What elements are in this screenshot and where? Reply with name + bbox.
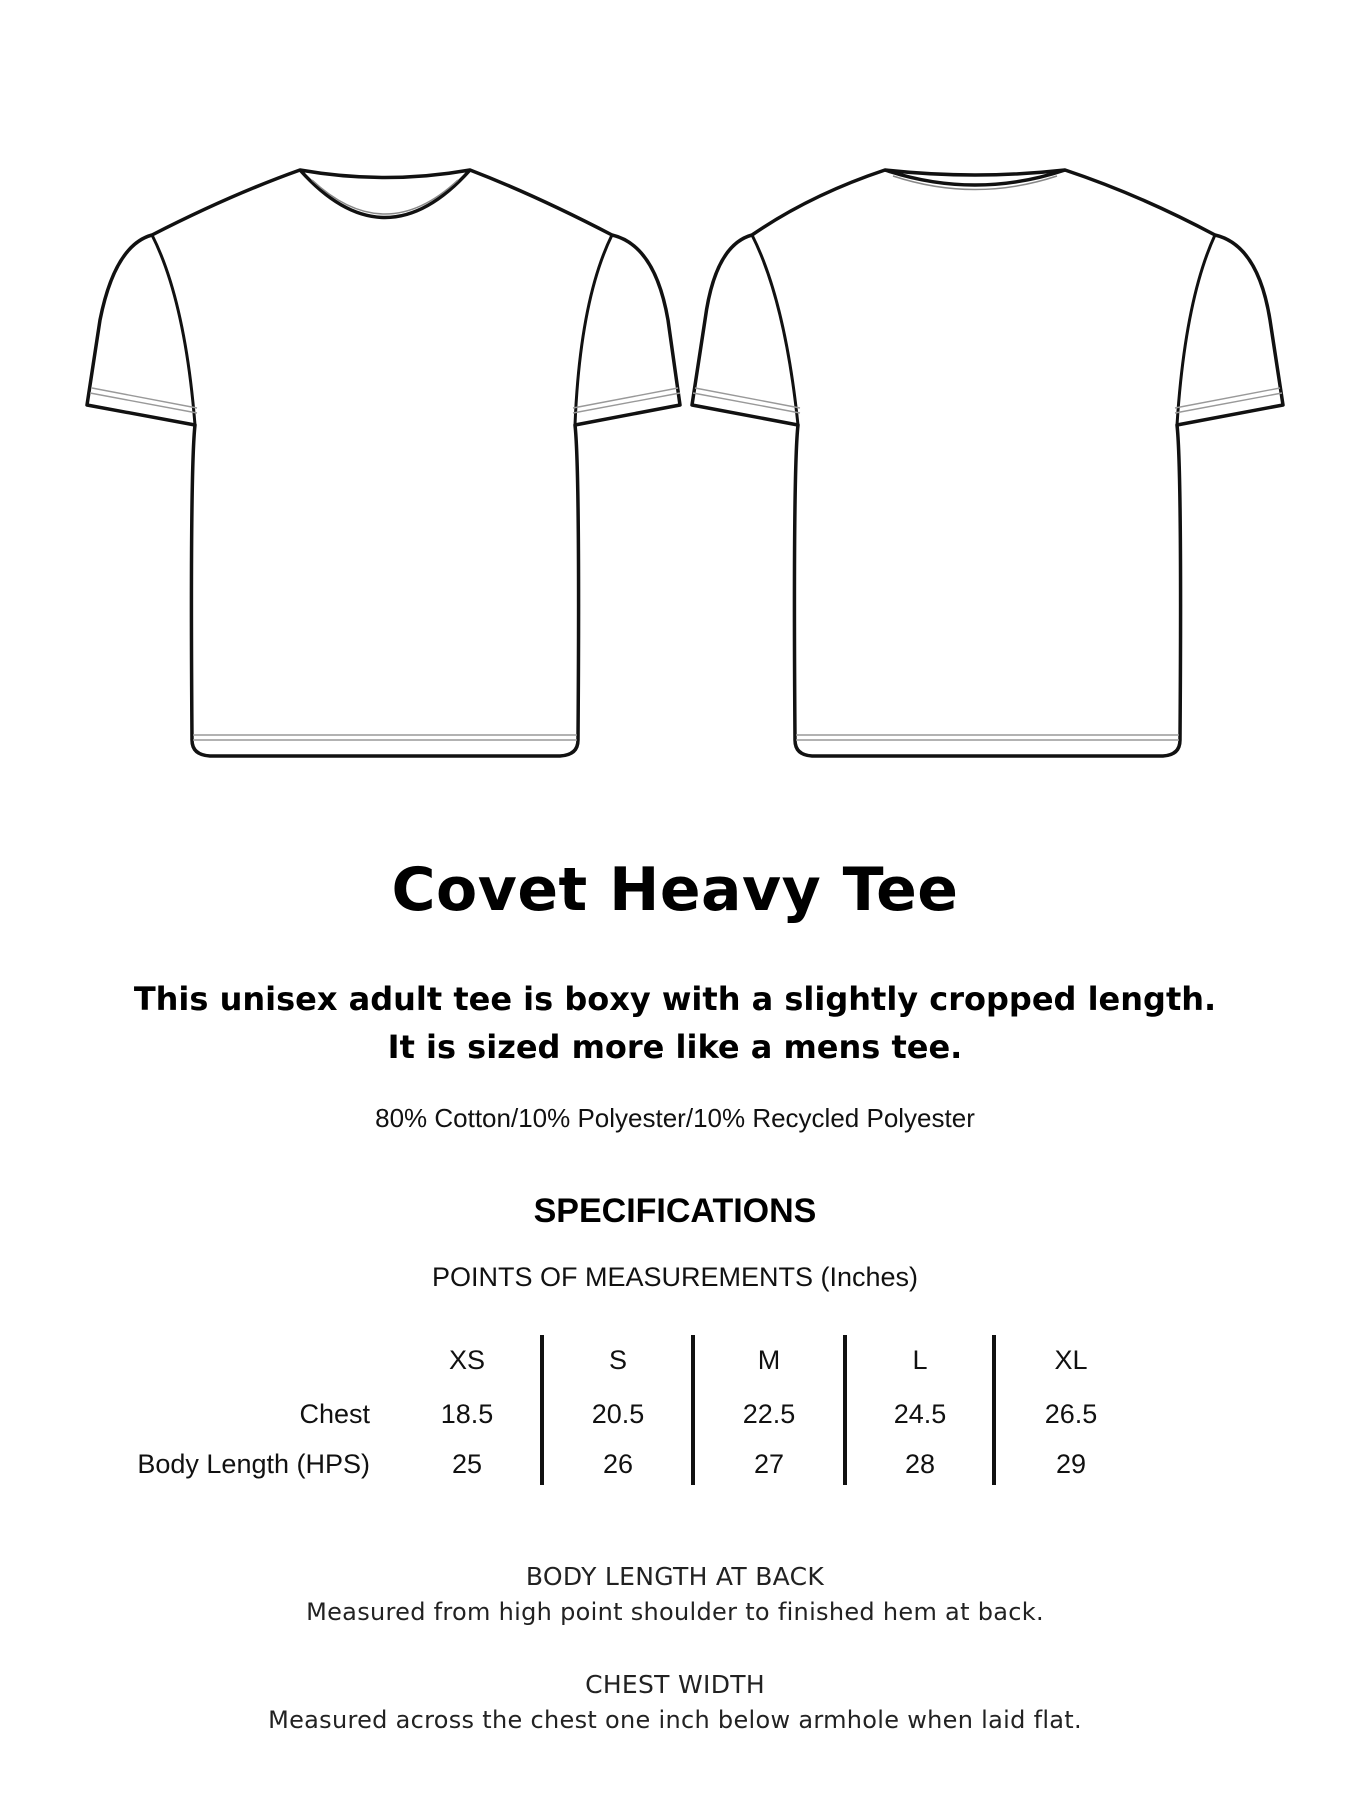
table-cell: 27 xyxy=(753,1449,785,1479)
tshirt-front-icon xyxy=(87,170,680,756)
fabric-composition: 80% Cotton/10% Polyester/10% Recycled Polyester xyxy=(375,1103,975,1133)
column-divider xyxy=(540,1335,544,1485)
size-header: M xyxy=(757,1345,781,1375)
row-label-chest: Chest xyxy=(299,1399,370,1429)
column-divider xyxy=(843,1335,847,1485)
product-description xyxy=(0,975,1350,1071)
row-label-body-length: Body Length (HPS) xyxy=(137,1449,370,1479)
note-text-chest-width: Measured across the chest one inch below armhole when laid flat. xyxy=(268,1706,1082,1734)
table-cell: 26.5 xyxy=(1044,1399,1098,1429)
tshirt-illustrations xyxy=(0,0,1350,800)
column-divider xyxy=(992,1335,996,1485)
table-cell: 26 xyxy=(602,1449,634,1479)
size-header: S xyxy=(608,1345,627,1375)
note-heading-chest-width: CHEST WIDTH xyxy=(585,1670,765,1699)
size-header: L xyxy=(912,1345,928,1375)
description-line: It is sized more like a mens tee. xyxy=(387,1028,963,1066)
description-line: This unisex adult tee is boxy with a slightly cropped length. xyxy=(133,980,1217,1018)
table-cell: 20.5 xyxy=(591,1399,645,1429)
table-cell: 24.5 xyxy=(893,1399,947,1429)
size-header: XS xyxy=(448,1345,486,1375)
tshirt-back-icon xyxy=(692,170,1283,756)
table-cell: 22.5 xyxy=(742,1399,796,1429)
size-header: XL xyxy=(1054,1345,1088,1375)
specifications-heading: SPECIFICATIONS xyxy=(533,1192,817,1230)
measurements-subheading: POINTS OF MEASUREMENTS (Inches) xyxy=(431,1262,919,1292)
table-cell: 29 xyxy=(1055,1449,1087,1479)
table-cell: 18.5 xyxy=(440,1399,494,1429)
table-cell: 25 xyxy=(451,1449,483,1479)
product-title: Covet Heavy Tee xyxy=(391,855,959,925)
note-text-body-length: Measured from high point shoulder to finished hem at back. xyxy=(306,1598,1044,1626)
column-divider xyxy=(691,1335,695,1485)
table-cell: 28 xyxy=(904,1449,936,1479)
note-heading-body-length: BODY LENGTH AT BACK xyxy=(525,1562,825,1591)
